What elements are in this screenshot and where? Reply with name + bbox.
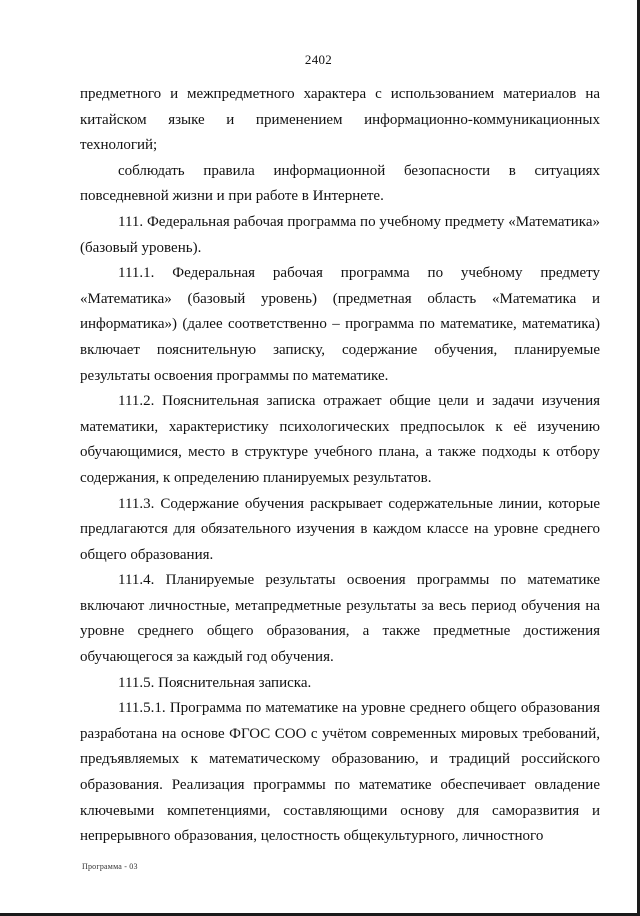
document-body (80, 82, 600, 850)
footer-label: Программа - 03 (82, 862, 138, 871)
paragraph-continuation: предметного и межпредметного характера с использованием материалов на китайском языке и применением информационно-коммуникационных технологий; (80, 86, 600, 154)
page-number: 2402 (304, 52, 333, 67)
paragraph-section-111: 111. Федеральная рабочая программа по учебному предмету «Математика» (базовый уровень). (80, 213, 600, 256)
paragraph-section-111-3: 111.3. Содержание обучения раскрывает содержательные линии, которые предлагаются для обязательного изучения в каждом классе на уровне среднего общего образования. (80, 495, 600, 563)
paragraph-section-111-1: 111.1. Федеральная рабочая программа по учебному предмету «Математика» (базовый уровень) (предметная область «Математика и информатика») (далее соответственно – программа по математике, математика) включает пояснительную записку, содержание обучения, планируемые результаты освоения программы по математике. (80, 265, 600, 384)
paragraph-section-111-2: 111.2. Пояснительная записка отражает общие цели и задачи изучения математики, характеристику психологических предпосылок к её изучению обучающимися, место в структуре учебного плана, а также подходы к отбору содержания, к определению планируемых результатов. (80, 393, 600, 486)
paragraph: соблюдать правила информационной безопасности в ситуациях повседневной жизни и при работе в Интернете. (80, 162, 600, 205)
paragraph-section-111-5: 111.5. Пояснительная записка. (118, 674, 312, 691)
paragraph-section-111-4: 111.4. Планируемые результаты освоения программы по математике включают личностные, метапредметные результаты за весь период обучения на уровне среднего общего образования, а также предметные достижения обучающегося за каждый год обучения. (80, 572, 600, 666)
paragraph-section-111-5-1: 111.5.1. Программа по математике на уровне среднего общего образования разработана на основе ФГОС СОО с учётом современных мировых требований, предъявляемых к математическому образованию, и традиций российского образования. Реализация программы по математике обеспечивает овладение ключевыми компетенциями, составляющими основу для саморазвития и непрерывного образования, целостность общекультурного, личностного (80, 700, 600, 845)
